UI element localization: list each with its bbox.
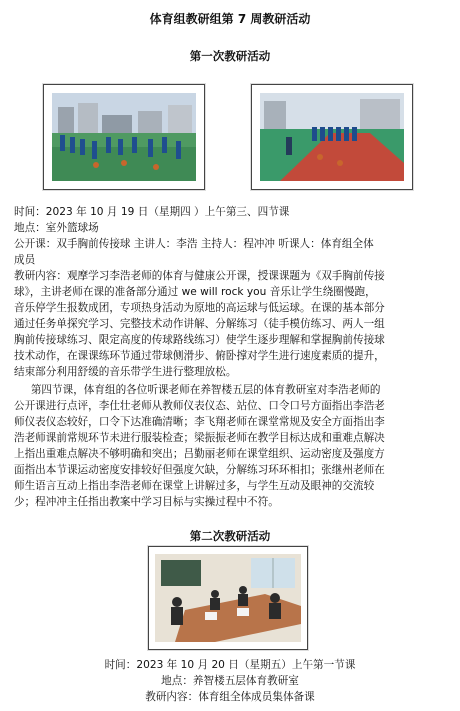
content-line: 技术动作，在课课练环节通过带球侧滑步、俯卧撑对学生进行速度素质的提升， [14, 350, 385, 362]
evaluation-line: 上指出重难点解决不够明确和突出；吕勤丽老师在课堂组织、运动密度及强度方 [14, 448, 385, 460]
evaluation-line: 师生语言互动上指出李浩老师在课堂上讲解过多，与学生互动及眼神的交流较 [14, 480, 375, 492]
photo-image-2 [260, 93, 404, 181]
content-line: 胸前传接球练习、限定高度的传球路线练习）使学生逐步理解和掌握胸前传接球 [14, 334, 385, 346]
photo-outdoor-class-1 [43, 84, 205, 190]
section1-heading: 第一次教研活动 [189, 49, 271, 63]
section1-class-line2: 成员 [14, 254, 36, 266]
photo-image-3 [155, 554, 301, 642]
evaluation-line: 浩老师课前常规环节未进行服装检查；梁振振老师在教学目标达成和重难点解决 [14, 432, 385, 444]
evaluation-line: 少；程冲冲主任指出教案中学习目标与实操过程中不符。 [14, 496, 279, 508]
content-line: 教研内容：观摩学习李浩老师的体育与健康公开课，授课课题为《双手胸前传接 [14, 270, 385, 282]
section1-class-line1: 公开课：双手胸前传接球 主讲人：李浩 主持人：程冲冲 听课人：体育组全体 [14, 238, 374, 250]
section1-time: 时间：2023 年 10 月 19 日（星期四 ）上午第三、四节课 [14, 206, 290, 218]
content-line: 结束部分利用舒缓的音乐带学生进行整理放松。 [14, 366, 237, 378]
section2-place: 地点：养智楼五层体育教研室 [161, 675, 299, 687]
section1-place: 地点：室外篮球场 [14, 222, 99, 234]
document-title: 体育组教研组第 7 周教研活动 [149, 12, 311, 26]
photo-image-1 [52, 93, 196, 181]
section2-time: 时间：2023 年 10 月 20 日（星期五）上午第一节课 [104, 659, 356, 671]
photo-indoor-meeting [148, 546, 308, 650]
section2-heading: 第二次教研活动 [189, 529, 271, 543]
section2-content: 教研内容：体育组全体成员集体备课 [145, 691, 315, 703]
evaluation-line: 第四节课，体育组的各位听课老师在养智楼五层的体育教研室对李浩老师的 [14, 384, 381, 396]
evaluation-line: 师仪表仪态较好，口令下达准确清晰；李飞翔老师在课堂常规及安全方面指出李 [14, 416, 385, 428]
evaluation-line: 公开课进行点评，李仕壮老师从教师仪表仪态、站位、口令口号方面指出李浩老 [14, 400, 385, 412]
photo-outdoor-class-2 [251, 84, 413, 190]
evaluation-line: 面指出本节课运动密度安排较好但强度欠缺，分解练习环环相扣；张继州老师在 [14, 464, 385, 476]
content-line: 通过任务单探究学习、完整技术动作讲解、分解练习（徒手模仿练习、两人一组 [14, 318, 385, 330]
content-line: 音乐停学生报数成团，专项热身活动为原地的高运球与低运球。在课的基本部分 [14, 302, 385, 314]
content-line: 球》，主讲老师在课的准备部分通过 we will rock you 音乐让学生绕圈慢跑， [14, 286, 376, 298]
